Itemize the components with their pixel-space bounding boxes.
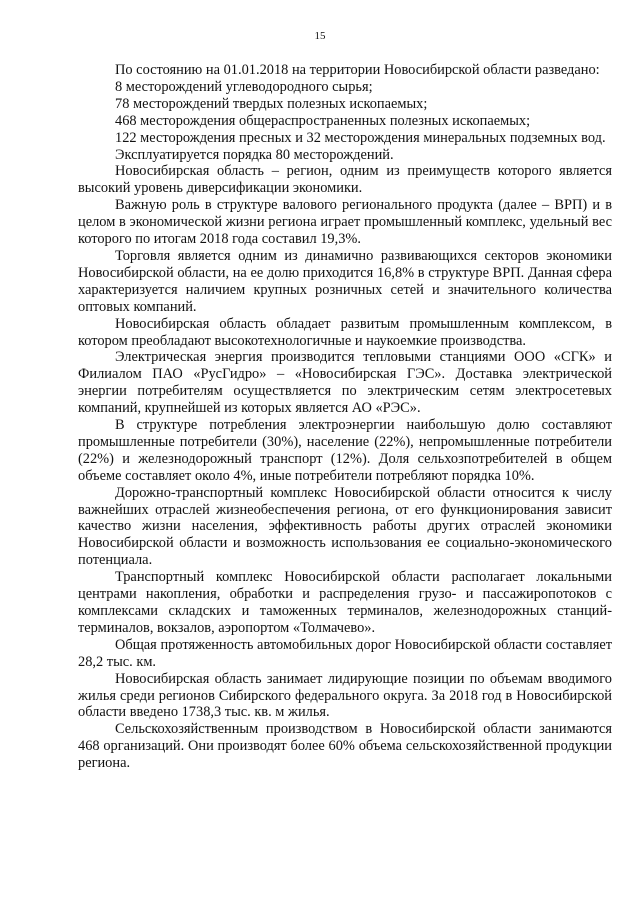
list-item: 8 месторождений углеводородного сырья; <box>115 78 373 95</box>
paragraph: Эксплуатируется порядка 80 месторождений. <box>115 146 394 163</box>
paragraph: Новосибирская область обладает развитым промышленным комплексом, в котором преобладают высокотехнологичные и наукоемкие производства. <box>78 315 612 349</box>
paragraph: Новосибирская область занимает лидирующие позиции по объемам вводимого жилья среди регионов Сибирского федерального округа. За 2018 год в Новосибирской области введено 1738,3 тыс. кв. м жилья. <box>78 670 612 721</box>
paragraph: Общая протяженность автомобильных дорог Новосибирской области составляет 28,2 тыс. км. <box>78 636 612 670</box>
paragraph: Электрическая энергия производится тепловыми станциями ООО «СГК» и Филиалом ПАО «РусГидро» – «Новосибирская ГЭС». Доставка электрической энергии потребителям осуществляется по электрическим сетям электросетевых компаний, крупнейшей из которых является АО «РЭС». <box>78 349 612 417</box>
list-item: 122 месторождения пресных и 32 месторождения минеральных подземных вод. <box>115 129 606 146</box>
page-number: 15 <box>314 30 326 42</box>
document-body <box>78 62 612 772</box>
list-item: 78 месторождений твердых полезных ископаемых; <box>115 95 428 112</box>
paragraph: Сельскохозяйственным производством в Новосибирской области занимаются 468 организаций. Они производят более 60% объема сельскохозяйственной продукции региона. <box>78 721 612 772</box>
paragraph: Новосибирская область – регион, одним из преимуществ которого является высокий уровень диверсификации экономики. <box>78 163 612 197</box>
list-item: 468 месторождения общераспространенных полезных ископаемых; <box>115 112 531 129</box>
paragraph: Дорожно-транспортный комплекс Новосибирской области относится к числу важнейших отраслей жизнеобеспечения региона, от его функционирования зависит качество жизни населения, эффективность работы других отраслей экономики Новосибирской области и возможность использования ее социально-экономического потенциала. <box>78 484 612 569</box>
paragraph: Важную роль в структуре валового регионального продукта (далее – ВРП) и в целом в экономической жизни региона играет промышленный комплекс, удельный вес которого по итогам 2018 года составил 19,3%. <box>78 197 612 248</box>
paragraph: В структуре потребления электроэнергии наибольшую долю составляют промышленные потребители (30%), население (22%), непромышленные потребители (22%) и железнодорожный транспорт (12%). Доля сельхозпотребителей в общем объеме составляет около 4%, иные потребители потребляют порядка 10%. <box>78 417 612 484</box>
paragraph: По состоянию на 01.01.2018 на территории Новосибирской области разведано: <box>115 62 600 78</box>
paragraph: Торговля является одним из динамично развивающихся секторов экономики Новосибирской области, на ее долю приходится 16,8% в структуре ВРП. Данная сфера характеризуется наличием крупных розничных сетей и значительного количества оптовых компаний. <box>78 247 612 315</box>
paragraph: Транспортный комплекс Новосибирской области располагает локальными центрами накопления, обработки и распределения грузо- и пассажиропотоков с комплексами складских и таможенных терминалов, железнодорожных станций-терминалов, вокзалов, аэропортом «Толмачево». <box>78 569 612 636</box>
